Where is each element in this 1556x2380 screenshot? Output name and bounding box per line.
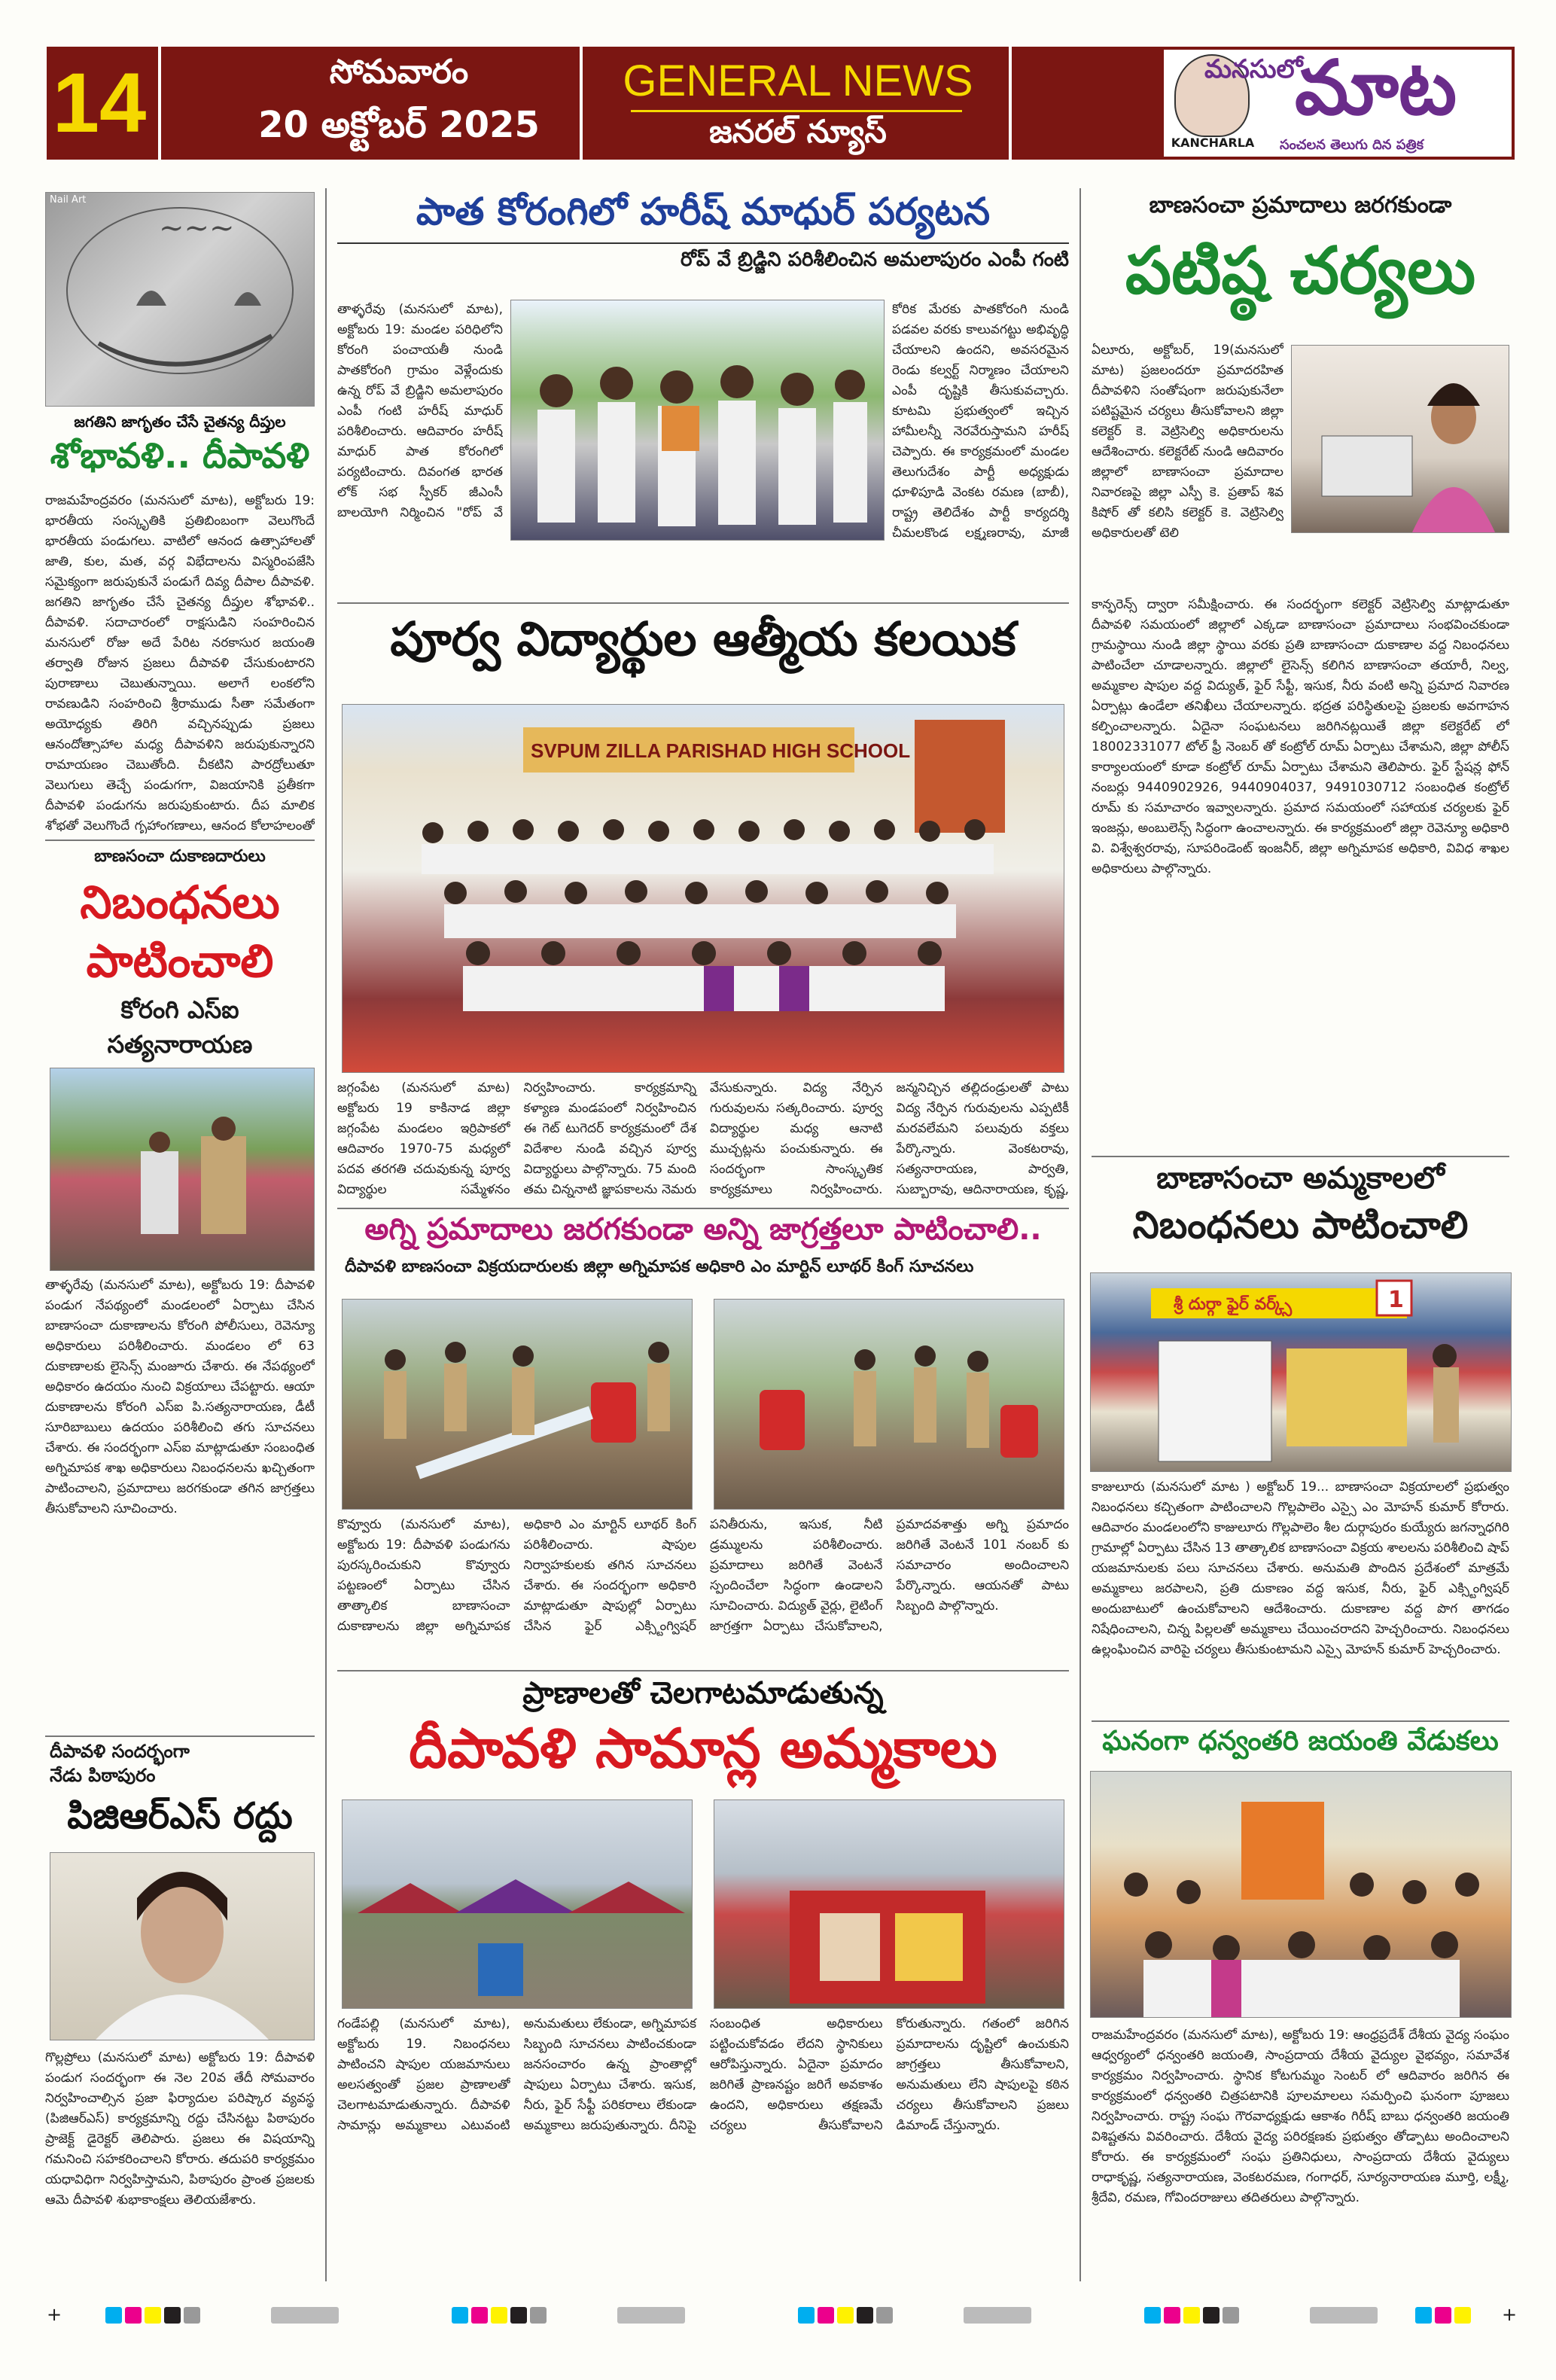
- crackers-byline: కోరంగి ఎస్ఐ సత్యనారాయణ: [107, 995, 253, 1059]
- roadside-stalls-photo-1: [342, 1799, 693, 2009]
- harish-subhead: రోప్ వే బ్రిడ్జిని పరిశీలించిన అమలాపురం ఎంపీ గంటి: [681, 248, 1069, 271]
- official-portrait-icon: [50, 1853, 314, 2040]
- diwali-kicker: జగతిని జాగృతం చేసే చైతన్య దీప్తుల: [74, 413, 286, 431]
- cracker-shop-photo: [1090, 1272, 1512, 1472]
- section-title-english: GENERAL NEWS: [623, 56, 973, 105]
- section-title-telugu: జనరల్ న్యూస్: [709, 113, 887, 150]
- yellow-swatch-icon: [491, 2307, 507, 2324]
- pgrs-headline: పిజిఆర్ఎస్ రద్దు: [67, 1795, 293, 1837]
- article-rule: [1092, 1720, 1509, 1722]
- school-banner-text: SVPUM ZILLA PARISHAD HIGH SCHOOL: [531, 739, 911, 762]
- article-rule: [337, 1670, 1069, 1671]
- pgrs-kicker: దీపావళి సందర్భంగా: [50, 1741, 190, 1762]
- crackers-headline: నిబంధనలు పాటించాలి: [80, 876, 280, 988]
- svg-text:~~~: ~~~: [159, 211, 235, 245]
- article-rule: [45, 1735, 315, 1737]
- measures-kicker: బాణసంచా ప్రమాదాలు జరగకుండా: [1149, 192, 1452, 218]
- nail-art-photo: [45, 192, 315, 407]
- cyan-swatch-icon: [1415, 2307, 1432, 2324]
- cracker-stall-banner-icon: [714, 1800, 1064, 2008]
- diwali-headline: శోభావళి.. దీపావళి: [50, 435, 310, 476]
- masthead-divider: [158, 47, 161, 160]
- dhanvantari-headline: ఘనంగా ధన్వంతరి జయంతి వేడుకలు: [1102, 1726, 1499, 1757]
- magenta-swatch-icon: [125, 2307, 142, 2324]
- stalls-headline: దీపావళి సామాన్ల అమ్మకాలు: [409, 1717, 997, 1780]
- cyan-swatch-icon: [798, 2307, 815, 2324]
- column-rule: [325, 188, 327, 2281]
- crackers-kicker: బాణసంచా దుకాణదారులు: [94, 847, 266, 866]
- page-number: 14: [52, 56, 147, 150]
- column-rule: [1079, 188, 1081, 2281]
- dhanvantari-article-body: రాజమహేంద్రవరం (మనసులో మాట), అక్టోబరు 19: ఆంధ్రప్రదేశ్ దేశీయ వైద్య సంఘం ఆధ్వర్యంలో ధన్వంతరి జయంతి, సాంప్రదాయ దేశీయ వైద్యుల వైభవ్యం, సమావేశ కార్యక్రమం నిర్వహించారు. స్థానిక కోటగుమ్మం సెంటర్ లో ఆదివారం జరిగిన ఈ కార్యక్రమంలో ధన్వంతరి చిత్రపటానికి పూలమాలలు సమర్పించి ఘనంగా పూజలు నిర్వహించారు. రాష్ట్ర సంఘ గౌరవాధ్యక్షుడు ఆకాశం గిరీష్ బాబు ధన్వంతరి జయంతి విశిష్టతను వివరించారు. దేశీయ వైద్య పరిరక్షణకు ప్రభుత్వం తోడ్పాటు అందించాలని కోరారు. ఈ కార్యక్రమంలో సంఘ ప్రతినిధులు, సాంప్రదాయ దేశీయ వైద్యులు రాధాకృష్ణ, సత్యనారాయణ, వెంకటరమణ, గంగాధర్, సూర్యనారాయణ మూర్తి, లక్ష్మీ, శ్రీదేవి, రమణ, గోవిందరాజులు తదితరులు పాల్గొన్నారు.: [1092, 2028, 1509, 2205]
- pgrs-kicker-2: నేడు పిఠాపురం: [50, 1765, 156, 1786]
- logo-subtitle: సంచలన తెలుగు దిన పత్రిక: [1280, 137, 1424, 153]
- collector-photo: [1291, 345, 1509, 533]
- gray-swatch-icon: [1223, 2307, 1239, 2324]
- tent-stalls-icon: [343, 1800, 692, 2008]
- black-swatch-icon: [164, 2307, 181, 2324]
- logo-name: మాట: [1295, 44, 1457, 132]
- black-swatch-icon: [510, 2307, 527, 2324]
- fire-article-body: కొవ్వూరు (మనసులో మాట), అక్టోబరు 19: దీపావళి పండుగను పురస్కరించుకుని కొవ్వూరు పట్టణంలో ఏర్పాటు చేసిన తాత్కాలిక బాణాసంచా దుకాణాలను జిల్లా అగ్నిమాపక అధికారి ఎం మార్టిన్ లూథర్ కింగ్ పరిశీలించారు. షాపుల నిర్వాహకులకు తగిన సూచనలు చేశారు. ఈ సందర్భంగా అధికారి మాట్లాడుతూ షాపుల్లో ఏర్పాటు చేసిన ఫైర్ ఎక్స్టింగ్విషర్ పనితీరును, ఇసుక, నీటి డ్రమ్ములను పరిశీలించారు. ప్రమాదాలు జరిగితే వెంటనే స్పందించేలా సిద్ధంగా ఉండాలని సూచించారు. విద్యుత్ వైర్లు, లైటింగ్ జాగ్రత్తగా ఏర్పాటు చేసుకోవాలని, ప్రమాదవశాత్తు అగ్ని ప్రమాదం జరిగితే వెంటనే 101 నంబర్ కు సమాచారం అందించాలని పేర్కొన్నారు. ఆయనతో పాటు సిబ్బంది పాల్గొన్నారు.: [337, 1517, 1069, 1634]
- fire-officer-icon: [714, 1300, 1064, 1509]
- cracker-stall-police-photo: [50, 1068, 315, 1271]
- article-rule: [337, 602, 1069, 604]
- logo-publisher: KANCHARLA: [1171, 136, 1255, 150]
- stall-number-text: 1: [1388, 1287, 1404, 1313]
- fire-headline: అగ్ని ప్రమాదాలు జరగకుండా అన్ని జాగ్రత్తలూ పాటించాలి..: [364, 1212, 1042, 1247]
- measures-article-body: కాన్ఫరెన్స్ ద్వారా సమీక్షించారు. ఈ సందర్భంగా కలెక్టర్ వెట్రిసెల్వి మాట్లాడుతూ దీపావళి సమయంలో జిల్లాలో ఎక్కడా బాణాసంచా ప్రమాదాలు సంభవించకుండా గ్రామస్థాయి నుండి జిల్లా స్థాయి వరకు ప్రతి బాణాసంచా దుకాణాల వద్ద నిబంధనలు పాటించేలా చూడాలన్నారు. జిల్లాలో లైసెన్స్ కలిగిన బాణాసంచా తయారీ, నిల్వ, అమ్మకాల షాపుల వద్ద విద్యుత్, ఫైర్ సేఫ్టీ, ఇసుక, నీరు వంటి అన్ని ప్రమాద నివారణ ఏర్పాట్లు ఉండేలా తనిఖీలు చేయాలన్నారు. భద్రత పరిస్థితులపై ప్రజలకు అవగాహన కల్పించాలన్నారు. ఏదైనా సంఘటనలు జరిగినట్లయితే జిల్లా కలెక్టరేట్ లో 18002331077 టోల్ ఫ్రీ నెంబర్ తో కంట్రోల్ రూమ్ ఏర్పాటు చేశామని, జిల్లా పోలీస్ కార్యాలయంలో కూడా కంట్రోల్ రూమ్ ఏర్పాటు చేశామని తెలిపారు. ఫైర్ స్టేషన్ల ఫోన్ నంబర్లు 9440902926, 9440904037, 9491030712 సంబంధిత కంట్రోల్ రూమ్ కు సమాచారం ఇవ్వాలన్నారు. ప్రమాద సమయంలో సహాయక చర్యలకు ఫైర్ ఇంజన్లు, అంబులెన్స్ సిద్ధంగా ఉంచాలన్నారు. ఈ కార్యక్రమంలో జిల్లా రెవెన్యూ అధికారి వి. విశ్వేశ్వరరావు, సూపరిండెంట్ ఇంజనీర్, జిల్లా అగ్నిమాపక అధికారి, వివిధ శాఖల అధికారులు పాల్గొన్నారు.: [1092, 597, 1509, 876]
- stall-sign-text: శ్రీ దుర్గా ఫైర్ వర్క్స్: [1174, 1295, 1293, 1314]
- fire-demo-photo-2: [714, 1299, 1064, 1510]
- black-swatch-icon: [857, 2307, 873, 2324]
- article-rule: [1092, 1156, 1509, 1157]
- alumni-group-photo: [342, 704, 1064, 1073]
- harish-article-body-1: తాళ్ళరేవు (మనసులో మాట), అక్టోబరు 19: మండల పరిధిలోని కోరంగి పంచాయతీ నుండి పాతకోరంగి గ్రామం వెళ్లేందుకు ఉన్న రోప్ వే బ్రిడ్జిని అమలాపురం ఎంపీ గంటి హరీష్ మాధుర్ పరిశీలించారు. ఆదివారం హరీష్ మాధుర్ పాత కోరంగిలో పర్యటించారు. దివంగత భారత లోక్ సభ స్పీకర్ జీఎంసీ బాలయోగి నిర్మించిన "రోప్ వే: [337, 302, 503, 520]
- sales-article-body: కాజులూరు (మనసులో మాట ) అక్టోబర్ 19... బాణాసంచా విక్రయాలలో ప్రభుత్వం నిబంధనలు కచ్చితంగా పాటించాలని గొల్లపాలెం ఎస్సై ఎం మోహన్ కుమార్ కోరారు. ఆదివారం మండలంలోని కాజులూరు గొల్లపాలెం శీల దుర్గాపురం కుయ్యేరు జగన్నాధగిరి గ్రామాల్లో ఏర్పాటు చేసిన 13 తాత్కాలిక బాణాసంచా విక్రయ శాలలను పరిశీలించి షాప్ యజమానులకు పలు సూచనలు చేశారు. అనుమతి పొందిన ప్రదేశంలో మాత్రమే అమ్మకాలు జరపాలని, ప్రతి దుకాణం వద్ద ఇసుక, నీరు, ఫైర్ ఎక్స్టింగ్విషర్ అందుబాటులో ఉంచుకోవాలని ఆదేశించారు. దుకాణాల వద్ద పొగ తాగడం నిషేధించాలని, చిన్న పిల్లలతో అమ్మకాలు చేయించరాదని హెచ్చరించారు. నిబంధనలు ఉల్లంఘించిన వారిపై చర్యలు తీసుకుంటామని ఎస్సై మోహన్ కుమార్ హెచ్చరించారు.: [1092, 1480, 1509, 1657]
- crop-mark-icon: +: [47, 2304, 62, 2325]
- alumni-group-icon: [343, 705, 1064, 1072]
- project-director-photo: [50, 1852, 315, 2040]
- alumni-headline: పూర్వ విద్యార్థుల ఆత్మీయ కలయిక: [390, 611, 1016, 666]
- color-registration-bar: [105, 2307, 1483, 2324]
- article-rule: [45, 840, 315, 841]
- photo-label: Nail Art: [50, 194, 87, 206]
- pgrs-article-body: గొల్లప్రోలు (మనసులో మాట) అక్టోబరు 19: దీపావళి పండుగ సందర్భంగా ఈ నెల 20వ తేదీ సోమవారం నిర్వహించాల్సిన ప్రజా ఫిర్యాదుల పరిష్కార వ్యవస్థ (పిజిఆర్ఎస్) కార్యక్రమాన్ని రద్దు చేసినట్టు పిఠాపురం ప్రాజెక్ట్ డైరెక్టర్ తెలిపారు. ప్రజలు ఈ విషయాన్ని గమనించి సహకరించాలని కోరారు. తదుపరి కార్యక్రమం యధావిధిగా నిర్వహిస్తామని, పిఠాపురం ప్రాంత ప్రజలకు ఆమె దీపావళి శుభాకాంక్షలు తెలియజేశారు.: [45, 2050, 315, 2208]
- article-rule: [337, 1208, 1069, 1209]
- masthead-day: సోమవారం: [329, 53, 469, 91]
- magenta-swatch-icon: [1164, 2307, 1180, 2324]
- dhanvantari-gathering-icon: [1091, 1772, 1511, 2017]
- magenta-swatch-icon: [818, 2307, 834, 2324]
- gray-bar-icon: [271, 2307, 339, 2324]
- diya-etching-icon: [46, 193, 314, 406]
- gray-swatch-icon: [876, 2307, 893, 2324]
- cracker-shop-icon: [1091, 1273, 1511, 1471]
- stalls-article-body: గండేపల్లి (మనసులో మాట), అక్టోబరు 19. నిబంధనలు పాటించని షాపుల యజమానులు అలసత్వంతో ప్రజల ప్రాణాలతో చెలగాటమాడుతున్నారు. దీపావళి సామాన్లు అమ్మకాలు ఎటువంటి అనుమతులు లేకుండా, అగ్నిమాపక సిబ్బంది సూచనలు పాటించకుండా జనసంచారం ఉన్న ప్రాంతాల్లో షాపులు ఏర్పాటు చేశారు. ఇసుక, నీరు, ఫైర్ సేఫ్టీ పరికరాలు లేకుండా అమ్మకాలు జరుపుతున్నారు. దీనిపై సంబంధిత అధికారులు పట్టించుకోవడం లేదని స్థానికులు ఆరోపిస్తున్నారు. ఏదైనా ప్రమాదం జరిగితే ప్రాణనష్టం జరిగే అవకాశం ఉందని, అధికారులు తక్షణమే చర్యలు తీసుకోవాలని కోరుతున్నారు. గతంలో జరిగిన ప్రమాదాలను దృష్టిలో ఉంచుకుని జాగ్రత్తలు తీసుకోవాలని, అనుమతులు లేని షాపులపై కఠిన చర్యలు తీసుకోవాలని ప్రజలు డిమాండ్ చేస్తున్నారు.: [337, 2016, 1069, 2133]
- section-title-underline: [631, 110, 962, 112]
- cyan-swatch-icon: [452, 2307, 468, 2324]
- gray-swatch-icon: [530, 2307, 547, 2324]
- roadside-stalls-photo-2: [714, 1799, 1064, 2009]
- crop-mark-icon: +: [1502, 2304, 1518, 2325]
- gray-bar-icon: [964, 2307, 1031, 2324]
- alumni-article-body: జగ్గంపేట (మనసులో మాట) అక్టోబరు 19 కాకినాడ జిల్లా జగ్గంపేట మండలం ఇర్రిపాకలో ఆదివారం 1970-75 మధ్యలో పదవ తరగతి చదువుకున్న పూర్వ విద్యార్థుల సమ్మేళనం నిర్వహించారు. కార్యక్రమాన్ని కళ్యాణ మండపంలో నిర్వహించిన ఈ గెట్ టుగెదర్ కార్యక్రమంలో దేశ విదేశాల నుండి వచ్చిన పూర్వ విద్యార్థులు పాల్గొన్నారు. 75 మంది తమ చిన్ననాటి జ్ఞాపకాలను నెమరు వేసుకున్నారు. విద్య నేర్పిన గురువులను సత్కరించారు. పూర్వ విద్యార్థుల మధ్య ఆనాటి ముచ్చట్లను పంచుకున్నారు. ఈ సందర్భంగా సాంస్కృతిక కార్యక్రమాలు నిర్వహించారు. జన్మనిచ్చిన తల్లిదండ్రులతో పాటు విద్య నేర్పిన గురువులను ఎప్పటికీ మరవలేమని పలువురు వక్తలు పేర్కొన్నారు. వెంకటరావు, సత్యనారాయణ, పార్వతి, సుబ్బారావు, ఆదినారాయణ, కృష్ణ,: [337, 1080, 1069, 1197]
- fire-extinguisher-demo-icon: [343, 1300, 692, 1509]
- fire-demo-photo-1: [342, 1299, 693, 1510]
- sales-headline-top: బాణాసంచా అమ్మకాలలో: [1156, 1161, 1445, 1196]
- diwali-article-body: రాజమహేంద్రవరం (మనసులో మాట), అక్టోబరు 19: భారతీయ సంస్కృతికి ప్రతిబింబంగా వెలుగొందే భారతీయ పండుగలు. వాటిలో ఆనంద ఉత్సాహాలతో జాతి, కుల, మత, వర్గ విభేదాలను విస్మరింపజేసి సమైక్యంగా జరుపుకునే పండుగే దివ్య దీపాల దీపావళి. జగతిని జాగృతం చేసే చైతన్య దీప్తుల శోభావళి.. దీపావళి. సదాచారంలో రాక్షసుడిని సంహరించిన మనసులో రోజు అదే పేరిట నరకాసుర జయంతి తర్వాతి రోజున ప్రజలు దీపావళి చేసుకుంటారని పురాణాలు చెబుతున్నాయి. అలాగే లంకలోని రావణుడిని సంహరించి శ్రీరాముడు సీతా సమేతంగా అయోధ్యకు తిరిగి వచ్చినప్పుడు ప్రజలు ఆనందోత్సాహాల మధ్య దీపావళిని జరుపుకున్నారని రామాయణం చెబుతోంది. చీకటిని పారద్రోలుతూ వెలుగులు తెచ్చే పండుగగా, విజయానికి ప్రతీకగా దీపావళి పండుగను జరుపుకుంటారు. దీప మాలిక శోభతో వెలుగొందే గృహాంగణాలు, ఆనంద కోలాహలంతో: [45, 493, 315, 833]
- yellow-swatch-icon: [1454, 2307, 1471, 2324]
- gray-bar-icon: [617, 2307, 685, 2324]
- masthead-date: 20 అక్టోబర్ 2025: [258, 104, 540, 146]
- dhanvantari-event-photo: [1090, 1771, 1512, 2018]
- masthead-divider: [580, 47, 583, 160]
- sales-headline: నిబంధనలు పాటించాలి: [1132, 1203, 1469, 1247]
- harish-article-body-2: కోరిక మేరకు పాతకోరంగి నుండి పడవల వరకు కాలువగట్టు అభివృద్ధి చేయాలని ఉందని, అవసరమైన రెండు కల్వర్ట్ నిర్మాణం చేయాలని ఎంపీ దృష్టికి తీసుకువచ్చారు. కూటమి ప్రభుత్వంలో ఇచ్చిన హామీలన్నీ నెరవేరుస్తామని హరీష్ చెప్పారు. ఈ కార్యక్రమంలో మండల తెలుగుదేశం పార్టీ అధ్యక్షుడు ధూళిపూడి వెంకట రమణ (బాబీ), రాష్ట్ర తెలిదేశం పార్టీ కార్యదర్శి చీమలకొండ లక్ష్మణరావు, మాజీ: [892, 302, 1069, 541]
- crackers-article-body: తాళ్ళరేవు (మనసులో మాట), అక్టోబరు 19: దీపావళి పండుగ నేపథ్యంలో మండలంలో ఏర్పాటు చేసిన బాణాసంచా దుకాణాలను కోరంగి పోలీసులు, రెవెన్యూ అధికారులు పరిశీలించారు. మండలం లో 63 దుకాణాలకు లైసెన్స్ మంజూరు చేశారు. ఈ నేపథ్యంలో అధికారం ఉదయం నుంచి విక్రయాలు చేపట్టారు. ఆయా దుకాణాలను కోరంగి ఎస్ఐ పి.సత్యనారాయణ, డీటీ సూరిబాబులు ఉదయం పరిశీలించి తగు సూచనలు చేశారు. ఈ సందర్భంగా ఎస్ఐ మాట్లాడుతూ సంబంధిత అగ్నిమాపక శాఖ అధికారులు నిబంధనలను ఖచ్చితంగా పాటించాలని, ప్రమాదాలు జరగకుండా తగిన జాగ్రత్తలు తీసుకోవాలని సూచించారు.: [45, 1278, 315, 1516]
- measures-headline: పటిష్ఠ చర్యలు: [1125, 233, 1476, 309]
- mp-visit-photo: [510, 300, 885, 541]
- measures-article-body-top: ఏలూరు, అక్టోబర్, 19(మనసులో మాట) ప్రజలందరూ ప్రమాదరహిత దీపావళిని సంతోషంగా జరుపుకునేలా పటిష్టమైన చర్యలు తీసుకోవాలని జిల్లా కలెక్టర్ కె. వెట్రిసెల్వి అధికారులను ఆదేశించారు. కలెక్టరేట్ నుండి ఆదివారం జిల్లాలో బాణాసంచా ప్రమాదాల నివారణపై జిల్లా ఎస్పీ కె. ప్రతాప్ శివ కిషోర్ తో కలిసి కలెక్టర్ కె. వెట్రిసెల్వి అధికారులతో టెలి: [1092, 343, 1283, 541]
- yellow-swatch-icon: [1183, 2307, 1200, 2324]
- cyan-swatch-icon: [1144, 2307, 1161, 2324]
- yellow-swatch-icon: [145, 2307, 161, 2324]
- gray-bar-icon: [1310, 2307, 1378, 2324]
- logo-tagline: మనసులో: [1204, 54, 1303, 84]
- stalls-kicker: ప్రాణాలతో చెలగాటమాడుతున్న: [522, 1676, 884, 1711]
- police-inspection-icon: [50, 1068, 314, 1270]
- gray-swatch-icon: [184, 2307, 200, 2324]
- harish-headline: పాత కోరంగిలో హరీష్ మాధుర్ పర్యటన: [416, 190, 991, 233]
- magenta-swatch-icon: [1435, 2307, 1451, 2324]
- fire-subhead: దీపావళి బాణసంచా విక్రయదారులకు జిల్లా అగ్నిమాపక అధికారి ఎం మార్టిన్ లూథర్ కింగ్ సూచనలు: [345, 1257, 974, 1276]
- magenta-swatch-icon: [471, 2307, 488, 2324]
- black-swatch-icon: [1203, 2307, 1220, 2324]
- cyan-swatch-icon: [105, 2307, 122, 2324]
- masthead-divider: [1009, 47, 1012, 160]
- collector-at-desk-icon: [1292, 346, 1509, 532]
- group-of-people-icon: [511, 300, 884, 540]
- yellow-swatch-icon: [837, 2307, 854, 2324]
